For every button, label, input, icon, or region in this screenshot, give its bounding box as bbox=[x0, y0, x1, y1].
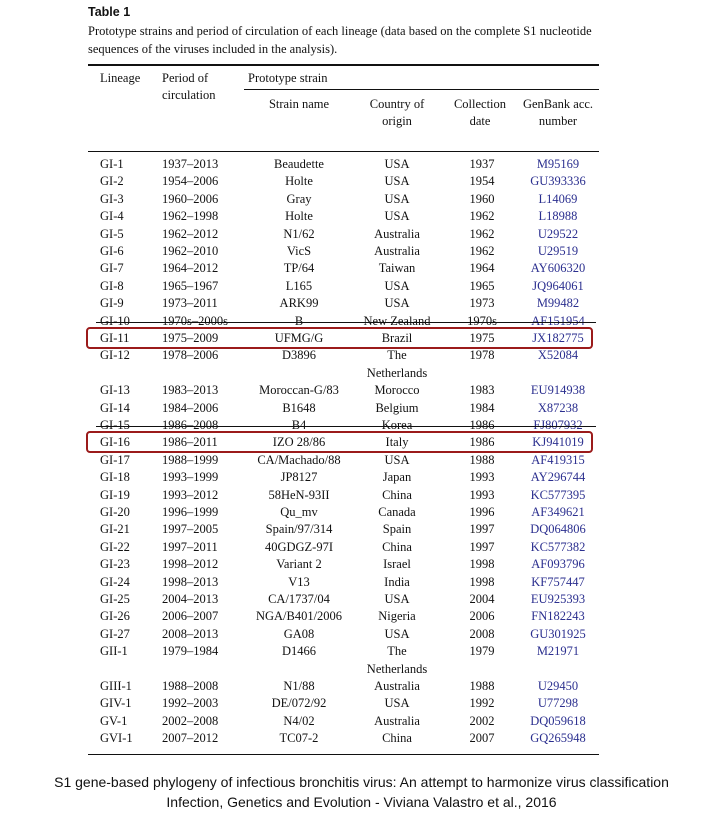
country-cell: The bbox=[387, 644, 407, 659]
table-row bbox=[0, 191, 723, 208]
genbank-accession-link[interactable]: EU925393 bbox=[530, 592, 586, 606]
period-cell: 1937–2013 bbox=[162, 157, 219, 171]
collection-date-cell: 1973 bbox=[469, 296, 495, 311]
genbank-accession-link[interactable]: AY606320 bbox=[530, 261, 586, 276]
period-cell: 1962–2010 bbox=[162, 244, 219, 258]
footer-citation-source: Infection, Genetics and Evolution - Viviana Valastro et al., 2016 bbox=[166, 794, 557, 810]
country-cell: New Zealand bbox=[363, 313, 431, 328]
lineage-cell: GI-22 bbox=[100, 539, 130, 554]
lineage-cell: GI-19 bbox=[100, 487, 130, 502]
table-row bbox=[0, 278, 723, 295]
lineage-cell: GIII-1 bbox=[100, 679, 132, 693]
strain-name-cell: B1648 bbox=[282, 400, 316, 415]
header-lineage: Lineage bbox=[100, 71, 141, 85]
country-cell: Nigeria bbox=[378, 609, 416, 624]
collection-date-cell: 1954 bbox=[469, 174, 495, 189]
period-cell: 1979–1984 bbox=[162, 644, 219, 659]
strain-name-cell: CA/1737/04 bbox=[268, 592, 330, 606]
lineage-cell: GI-23 bbox=[100, 557, 130, 572]
collection-date-cell: 1937 bbox=[469, 157, 495, 171]
strain-name-cell: N1/88 bbox=[283, 679, 315, 693]
lineage-cell: GI-5 bbox=[100, 226, 124, 241]
collection-date-cell: 2006 bbox=[469, 609, 495, 624]
period-cell: 2002–2008 bbox=[162, 713, 219, 728]
collection-date-cell: 1986 bbox=[469, 435, 495, 450]
genbank-accession-link[interactable]: KF757447 bbox=[531, 574, 585, 589]
header-collection-date: Collection date bbox=[453, 97, 507, 128]
collection-date-cell: 1970s bbox=[467, 313, 497, 328]
period-cell: 1988–1999 bbox=[162, 452, 219, 467]
table-row bbox=[0, 469, 723, 486]
period-cell: 1992–2003 bbox=[162, 696, 219, 711]
country-cell: China bbox=[382, 539, 412, 554]
country-cell: USA bbox=[384, 174, 410, 189]
lineage-cell: GV-1 bbox=[100, 713, 128, 728]
country-cell: USA bbox=[384, 452, 410, 467]
genbank-accession-link[interactable]: AF419315 bbox=[531, 452, 585, 467]
lineage-cell: GI-20 bbox=[100, 505, 130, 519]
period-cell: 1970s–2000s bbox=[162, 313, 228, 328]
country-cell: China bbox=[382, 487, 412, 502]
country-cell-continuation: Netherlands bbox=[366, 365, 428, 380]
period-cell: 1973–2011 bbox=[162, 296, 218, 311]
top-rule bbox=[88, 64, 599, 66]
table-title: Table 1 bbox=[88, 5, 131, 19]
country-cell: USA bbox=[384, 592, 410, 606]
period-cell: 1997–2005 bbox=[162, 522, 219, 537]
country-cell: USA bbox=[384, 626, 410, 641]
table-row bbox=[0, 243, 723, 260]
header-period: Period of circulation bbox=[162, 71, 216, 102]
genbank-accession-link[interactable]: U29519 bbox=[537, 244, 579, 258]
genbank-accession-link[interactable]: KC577395 bbox=[530, 487, 586, 502]
lineage-cell: GI-11 bbox=[100, 331, 130, 345]
strain-name-cell: Moroccan-G/83 bbox=[259, 383, 339, 398]
lineage-cell: GI-12 bbox=[100, 348, 130, 363]
collection-date-cell: 1962 bbox=[469, 244, 495, 258]
strain-name-cell: JP8127 bbox=[280, 470, 318, 485]
period-cell: 1998–2013 bbox=[162, 574, 219, 589]
row-strikethrough bbox=[96, 322, 596, 323]
collection-date-cell: 1992 bbox=[469, 696, 495, 711]
genbank-accession-link[interactable]: DQ064806 bbox=[530, 522, 586, 537]
genbank-accession-link[interactable]: X52084 bbox=[537, 348, 579, 363]
strain-name-cell: DE/072/92 bbox=[271, 696, 327, 711]
lineage-cell: GI-15 bbox=[100, 418, 130, 432]
collection-date-cell: 1997 bbox=[469, 539, 495, 554]
lineage-cell: GI-6 bbox=[100, 244, 124, 258]
collection-date-cell: 1978 bbox=[469, 348, 495, 363]
collection-date-cell: 1965 bbox=[469, 278, 495, 293]
header-rule bbox=[88, 151, 599, 152]
genbank-accession-link[interactable]: GU393336 bbox=[530, 174, 586, 189]
period-cell: 1960–2006 bbox=[162, 191, 219, 206]
table-row bbox=[0, 400, 723, 417]
period-cell: 1984–2006 bbox=[162, 400, 219, 415]
table-row bbox=[0, 382, 723, 399]
strain-name-cell: V13 bbox=[288, 574, 310, 589]
strain-name-cell: 58HeN-93II bbox=[268, 487, 330, 502]
country-cell: Australia bbox=[374, 226, 420, 241]
country-cell: USA bbox=[384, 696, 410, 711]
header-genbank: GenBank acc. number bbox=[522, 97, 594, 128]
table-row bbox=[0, 260, 723, 277]
period-cell: 1962–1998 bbox=[162, 209, 219, 224]
period-cell: 1962–2012 bbox=[162, 226, 219, 241]
genbank-accession-link[interactable]: M21971 bbox=[536, 644, 580, 659]
country-cell: Israel bbox=[383, 557, 411, 572]
period-cell: 2008–2013 bbox=[162, 626, 219, 641]
country-cell: India bbox=[384, 574, 410, 589]
strain-name-cell: Beaudette bbox=[274, 157, 324, 171]
strain-name-cell: B4 bbox=[291, 418, 307, 432]
genbank-accession-link[interactable]: AF349621 bbox=[531, 505, 585, 519]
lineage-cell: GI-1 bbox=[100, 157, 124, 171]
collection-date-cell: 1998 bbox=[469, 557, 495, 572]
genbank-accession-link[interactable]: KJ941019 bbox=[532, 435, 584, 450]
period-cell: 2007–2012 bbox=[162, 731, 219, 746]
row-strikethrough bbox=[96, 426, 596, 427]
table-row bbox=[0, 539, 723, 556]
strain-name-cell: CA/Machado/88 bbox=[257, 452, 341, 467]
genbank-accession-link[interactable]: AY296744 bbox=[530, 470, 586, 485]
country-cell: Morocco bbox=[374, 383, 420, 398]
country-cell: The bbox=[387, 348, 407, 363]
country-cell: USA bbox=[384, 209, 410, 224]
collection-date-cell: 2002 bbox=[469, 713, 495, 728]
bottom-rule bbox=[88, 754, 599, 755]
strain-name-cell: ARK99 bbox=[279, 296, 319, 311]
genbank-accession-link[interactable]: L18988 bbox=[538, 209, 578, 224]
country-cell: USA bbox=[384, 191, 410, 206]
genbank-accession-link[interactable]: U77298 bbox=[537, 696, 579, 711]
collection-date-cell: 2008 bbox=[469, 626, 495, 641]
header-strain-name: Strain name bbox=[268, 97, 330, 111]
genbank-accession-link[interactable]: DQ059618 bbox=[530, 713, 586, 728]
collection-date-cell: 1964 bbox=[469, 261, 495, 276]
genbank-accession-link[interactable]: L14069 bbox=[538, 191, 578, 206]
lineage-cell: GI-25 bbox=[100, 592, 130, 606]
table-row bbox=[0, 156, 723, 173]
genbank-accession-link[interactable]: GU301925 bbox=[530, 626, 586, 641]
country-cell: Japan bbox=[382, 470, 412, 485]
table-row bbox=[0, 208, 723, 225]
period-cell: 1993–2012 bbox=[162, 487, 219, 502]
genbank-accession-link[interactable]: AF093796 bbox=[531, 557, 585, 572]
country-cell-continuation: Netherlands bbox=[366, 661, 428, 676]
collection-date-cell: 1975 bbox=[469, 331, 495, 345]
table-row bbox=[0, 695, 723, 712]
table-row bbox=[0, 556, 723, 573]
country-cell: Canada bbox=[378, 505, 416, 519]
collection-date-cell: 1979 bbox=[469, 644, 495, 659]
table-row bbox=[0, 347, 723, 364]
country-cell: Korea bbox=[381, 418, 413, 432]
footer-citation-title: S1 gene-based phylogeny of infectious bronchitis virus: An attempt to harmonize virus classification bbox=[54, 774, 669, 790]
strain-name-cell: B bbox=[294, 313, 304, 328]
genbank-accession-link[interactable]: AF151954 bbox=[531, 313, 585, 328]
period-cell: 1986–2011 bbox=[162, 435, 218, 450]
country-cell: Taiwan bbox=[378, 261, 416, 276]
country-cell: Australia bbox=[374, 244, 420, 258]
lineage-cell: GI-21 bbox=[100, 522, 130, 537]
strain-name-cell: UFMG/G bbox=[274, 331, 324, 345]
table-row bbox=[0, 504, 723, 521]
lineage-cell: GIV-1 bbox=[100, 696, 132, 711]
period-cell: 2006–2007 bbox=[162, 609, 219, 624]
collection-date-cell: 1988 bbox=[469, 452, 495, 467]
country-cell: Australia bbox=[374, 713, 420, 728]
strain-name-cell: N4/02 bbox=[283, 713, 315, 728]
table-row bbox=[0, 713, 723, 730]
period-cell: 1993–1999 bbox=[162, 470, 219, 485]
period-cell: 1998–2012 bbox=[162, 557, 219, 572]
lineage-cell: GI-26 bbox=[100, 609, 130, 624]
collection-date-cell: 1962 bbox=[469, 209, 495, 224]
lineage-cell: GI-10 bbox=[100, 313, 130, 328]
country-cell: China bbox=[382, 731, 412, 746]
strain-name-cell: Qu_mv bbox=[280, 505, 318, 519]
lineage-cell: GII-1 bbox=[100, 644, 128, 659]
genbank-accession-link[interactable]: EU914938 bbox=[530, 383, 586, 398]
period-cell: 1997–2011 bbox=[162, 539, 218, 554]
genbank-accession-link[interactable]: JQ964061 bbox=[532, 278, 584, 293]
period-cell: 1964–2012 bbox=[162, 261, 219, 276]
period-cell: 1996–1999 bbox=[162, 505, 219, 519]
genbank-accession-link[interactable]: GQ265948 bbox=[530, 731, 586, 746]
table-row bbox=[0, 643, 723, 660]
table-row bbox=[0, 173, 723, 190]
lineage-cell: GI-27 bbox=[100, 626, 130, 641]
lineage-cell: GI-14 bbox=[100, 400, 130, 415]
prototype-subrule bbox=[244, 89, 599, 90]
table-row bbox=[0, 626, 723, 643]
strain-name-cell: TC07-2 bbox=[279, 731, 319, 746]
header-prototype: Prototype strain bbox=[248, 71, 328, 85]
collection-date-cell: 1983 bbox=[469, 383, 495, 398]
lineage-cell: GI-4 bbox=[100, 209, 124, 224]
country-cell: Belgium bbox=[375, 400, 419, 415]
strain-name-cell: IZO 28/86 bbox=[272, 435, 326, 450]
lineage-cell: GI-3 bbox=[100, 191, 124, 206]
strain-name-cell: Holte bbox=[285, 209, 313, 224]
strain-name-cell: N1/62 bbox=[283, 226, 315, 241]
strain-name-cell: D3896 bbox=[281, 348, 317, 363]
table-row bbox=[0, 591, 723, 608]
period-cell: 1975–2009 bbox=[162, 331, 219, 345]
period-cell: 1988–2008 bbox=[162, 679, 219, 693]
table-row bbox=[0, 730, 723, 747]
country-cell: USA bbox=[384, 296, 410, 311]
genbank-accession-link[interactable]: X87238 bbox=[537, 400, 579, 415]
genbank-accession-link[interactable]: KC577382 bbox=[530, 539, 586, 554]
header-country: Country of origin bbox=[369, 97, 425, 128]
lineage-cell: GI-2 bbox=[100, 174, 124, 189]
collection-date-cell: 1988 bbox=[469, 679, 495, 693]
lineage-cell: GI-9 bbox=[100, 296, 124, 311]
table-row bbox=[0, 678, 723, 695]
table-row bbox=[0, 608, 723, 625]
collection-date-cell: 1993 bbox=[469, 470, 495, 485]
lineage-cell: GI-13 bbox=[100, 383, 130, 398]
lineage-cell: GVI-1 bbox=[100, 731, 133, 746]
lineage-cell: GI-7 bbox=[100, 261, 124, 276]
genbank-accession-link[interactable]: FN182243 bbox=[531, 609, 585, 624]
strain-name-cell: TP/64 bbox=[283, 261, 315, 276]
genbank-accession-link[interactable]: U29450 bbox=[537, 679, 579, 693]
period-cell: 1983–2013 bbox=[162, 383, 219, 398]
country-cell: Australia bbox=[374, 679, 420, 693]
row-highlight-box bbox=[86, 327, 593, 349]
strain-name-cell: NGA/B401/2006 bbox=[255, 609, 343, 624]
strain-name-cell: Spain/97/314 bbox=[265, 522, 333, 537]
collection-date-cell: 1996 bbox=[469, 505, 495, 519]
strain-name-cell: VicS bbox=[286, 244, 312, 258]
period-cell: 2004–2013 bbox=[162, 592, 219, 606]
genbank-accession-link[interactable]: M99482 bbox=[536, 296, 580, 311]
country-cell: Italy bbox=[385, 435, 409, 450]
lineage-cell: GI-17 bbox=[100, 452, 130, 467]
lineage-cell: GI-16 bbox=[100, 435, 130, 450]
country-cell: USA bbox=[384, 278, 410, 293]
table-caption: Prototype strains and period of circulation of each lineage (data based on the complete S1 nucleotide sequences of the viruses included in the analysis). bbox=[88, 24, 592, 56]
strain-name-cell: Variant 2 bbox=[276, 557, 322, 572]
lineage-cell: GI-8 bbox=[100, 278, 124, 293]
table-row bbox=[0, 574, 723, 591]
period-cell: 1965–1967 bbox=[162, 278, 219, 293]
collection-date-cell: 1993 bbox=[469, 487, 495, 502]
row-highlight-box bbox=[86, 431, 593, 453]
lineage-cell: GI-18 bbox=[100, 470, 130, 485]
period-cell: 1978–2006 bbox=[162, 348, 219, 363]
collection-date-cell: 1960 bbox=[469, 191, 495, 206]
strain-name-cell: Gray bbox=[286, 191, 312, 206]
lineage-cell: GI-24 bbox=[100, 574, 130, 589]
genbank-accession-link[interactable]: JX182775 bbox=[532, 331, 584, 345]
table-row bbox=[0, 452, 723, 469]
table-row bbox=[0, 521, 723, 538]
genbank-accession-link[interactable]: FJ807932 bbox=[533, 418, 583, 432]
strain-name-cell: 40GDGZ-97I bbox=[264, 539, 334, 554]
strain-name-cell: D1466 bbox=[281, 644, 317, 659]
collection-date-cell: 1998 bbox=[469, 574, 495, 589]
collection-date-cell: 2004 bbox=[469, 592, 495, 606]
period-cell: 1954–2006 bbox=[162, 174, 219, 189]
country-cell: Spain bbox=[382, 522, 412, 537]
collection-date-cell: 2007 bbox=[469, 731, 495, 746]
collection-date-cell: 1984 bbox=[469, 400, 495, 415]
table-row bbox=[0, 487, 723, 504]
collection-date-cell: 1986 bbox=[469, 418, 495, 432]
genbank-accession-link[interactable]: M95169 bbox=[536, 157, 580, 171]
collection-date-cell: 1962 bbox=[469, 226, 495, 241]
collection-date-cell: 1997 bbox=[469, 522, 495, 537]
strain-name-cell: GA08 bbox=[283, 626, 315, 641]
country-cell: Brazil bbox=[381, 331, 413, 345]
strain-name-cell: L165 bbox=[285, 278, 313, 293]
period-cell: 1986–2008 bbox=[162, 418, 219, 432]
country-cell: USA bbox=[384, 157, 410, 171]
table-row bbox=[0, 295, 723, 312]
strain-name-cell: Holte bbox=[285, 174, 313, 189]
genbank-accession-link[interactable]: U29522 bbox=[537, 226, 579, 241]
table-row bbox=[0, 226, 723, 243]
